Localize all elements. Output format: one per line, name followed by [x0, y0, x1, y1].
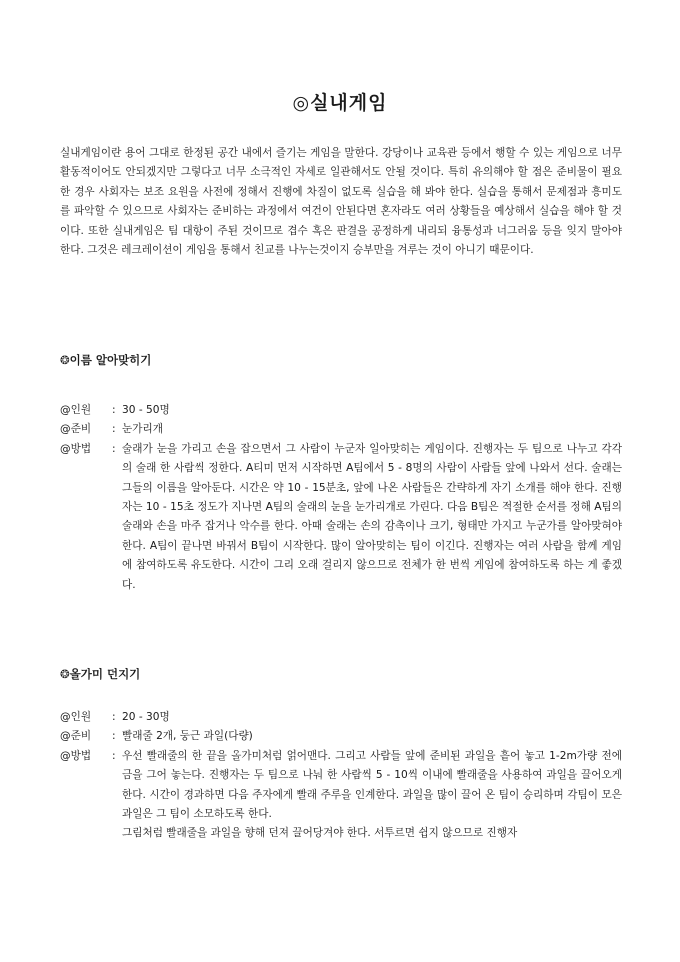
- prep-value: 눈가리개: [122, 423, 163, 436]
- page-title: ◎실내게임: [292, 92, 388, 114]
- personnel-value: 30 - 50명: [122, 404, 170, 416]
- intro-text: 실내게임이란 용어 그대로 한정된 공간 내에서 즐기는 게임을 말한다. 강당이나 교육관 등에서 행할 수 있는 게임으로 너무 활동적이어도 안되겠지만 그렇다고 너무 소극적인 자세로 일관해서도 안될 것이다. 특히 유의해야 할 점은 준비물이 필요한 경우 사회자는 보조 요원을 사전에 정해서 진행에 차질이 없도록 실습을 해 봐야 한다. 실습을 통해서 문제점과 흥미도를 파악할 수 있으므로 사회자는 준비하는 과정에서 여건이 안된다면 혼자라도 여러 상황들을 예상해서 실습을 해야 할 것이다. 또한 실내게임은 팀 대항이 주된 것이므로 겹수 혹은 판결을 공정하게 내리되 융통성과 너그러움 등을 잊지 말아야 한다. 그것은 레크레이션이 게임을 통해서 친교를 나누는것이지 승부만을 겨루는 것이 아니기 때문이다.: [60, 147, 622, 257]
- separator: :: [112, 423, 116, 436]
- method-value: [122, 440, 622, 595]
- personnel-label: @인원: [60, 404, 92, 416]
- prep-label: @준비: [60, 423, 92, 436]
- prep-label: @준비: [60, 730, 92, 743]
- separator: :: [112, 442, 116, 455]
- method-extra-text: 그림처럼 빨래줄을 과일을 향해 던져 끌어당겨야 한다. 서투르면 쉽지 않으므로 진행자: [122, 827, 518, 840]
- prep-row: [60, 420, 622, 439]
- method-row: [60, 747, 622, 825]
- personnel-label: @인원: [60, 711, 92, 723]
- separator: :: [112, 404, 116, 416]
- method-label: @방법: [60, 749, 92, 762]
- method-label: @방법: [60, 442, 92, 455]
- section-items-lasso-throw: [60, 708, 622, 844]
- prep-value: 빨래줄 2개, 둥근 과일(다량): [122, 730, 253, 743]
- prep-row: [60, 727, 622, 746]
- personnel-row: [60, 708, 622, 727]
- method-text: 우선 빨래줄의 한 끝을 올가미처럼 얽어맨다. 그리고 사람들 앞에 준비된 과일을 흩어 놓고 1-2m가량 전에 금을 그어 놓는다. 진행자는 두 팀으로 나눠 한 사람씩 5 - 10씩 이내에 빨래줄을 사용하여 과일을 끌어오게 한다. 시간이 경과하면 다음 주자에게 빨래 주루을 인계한다. 과일을 많이 끌어 온 팀이 승리하며 각팀이 모은 과일은 그 팀이 소모하도록 한다.: [122, 749, 622, 821]
- method-row: [60, 440, 622, 595]
- separator: :: [112, 730, 116, 743]
- section-items-name-guessing: [60, 401, 622, 595]
- section-heading-name-guessing: ❂이름 알아맞히기: [60, 353, 152, 367]
- separator: :: [112, 711, 116, 723]
- separator: :: [112, 749, 116, 762]
- method-value: [122, 747, 622, 825]
- personnel-row: [60, 401, 622, 420]
- section-heading-lasso-throw: ❂올가미 던지기: [60, 667, 141, 681]
- method-text: 술래가 눈을 가리고 손을 잡으면서 그 사람이 누군자 일아맞히는 게임이다. 진행자는 두 팀으로 나누고 각각의 술래 한 사람씩 정한다. A티미 먼저 시작하면 A팀에서 5 - 8명의 사람이 사람들 앞에 나와서 선다. 술래는 그들의 이름을 알아둔다. 시간은 약 10 - 15분초, 앞에 나온 사람들은 간략하게 자기 소개를 해야 한다. 진행자는 10 - 15초 정도가 지나면 A팀의 술래의 눈을 눈가리개로 가린다. 다음 B팀은 적절한 순서를 정해 A팀의 술래와 손을 마주 잡거나 악수를 한다. 아때 술래는 손의 감촉이나 크기, 형태만 가지고 누군가를 알아맞혀야 한다. A팀이 끝나면 바꿔서 B팀이 시작한다. 많이 알아맞히는 팀이 이긴다. 진행자는 여러 사람을 함께 게임에 참여하도록 유도한다. 시간이 그리 오래 걸리지 않으므로 전체가 한 번씩 게임에 참여하도록 하는 게 좋겠다.: [122, 442, 622, 591]
- personnel-value: 20 - 30명: [122, 711, 170, 723]
- intro-paragraph: [60, 144, 622, 260]
